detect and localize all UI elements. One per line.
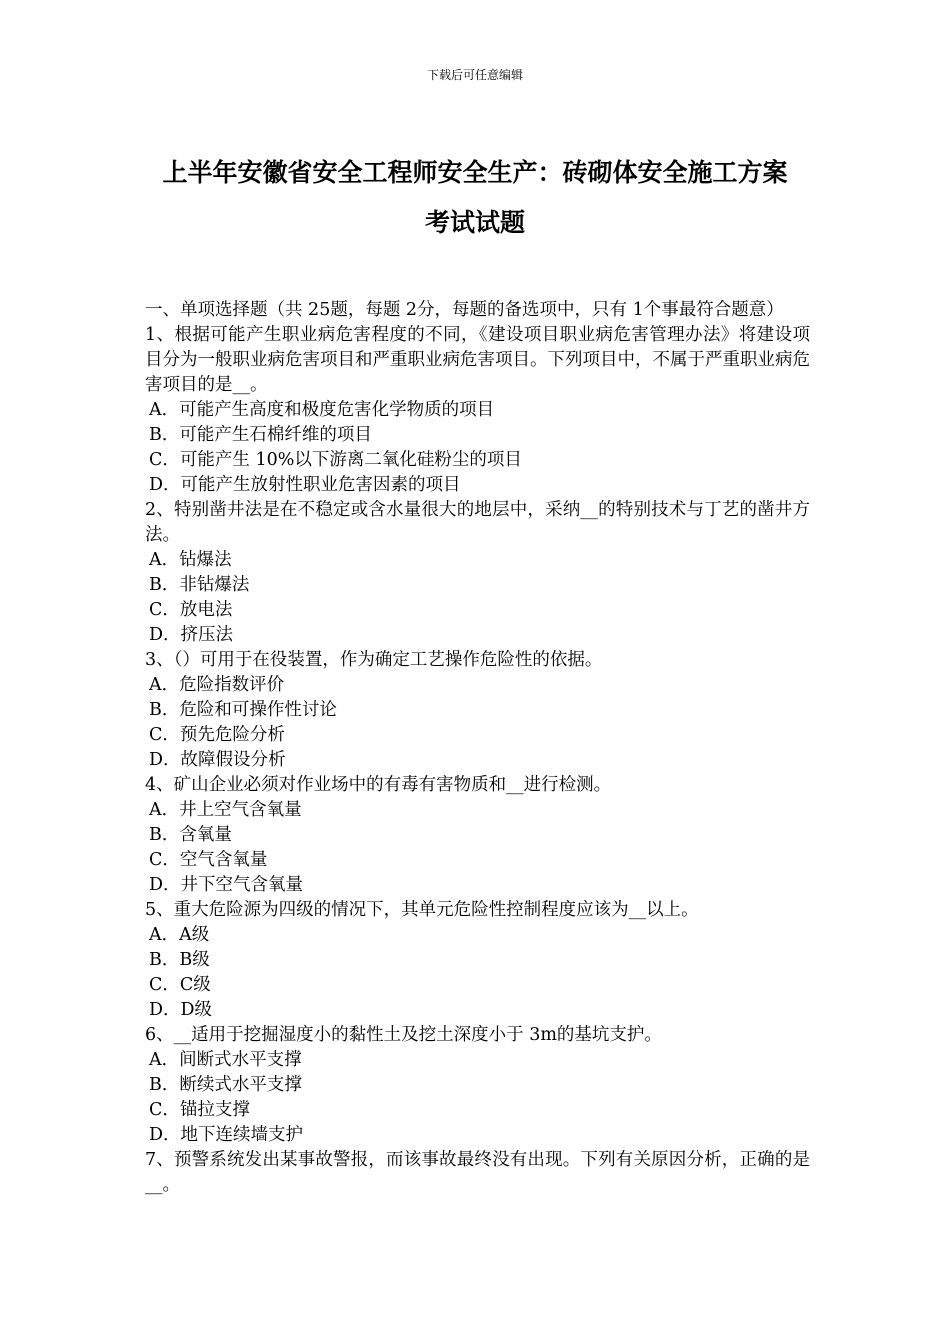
question	[145, 323, 810, 498]
question	[145, 1148, 810, 1198]
question	[145, 898, 810, 1023]
question-stem: 1、根据可能产生职业病危害程度的不同，《建设项目职业病危害管理办法》将建设项目分为一般职业病危害项目和严重职业病危害项目。下列项目中，不属于严重职业病危害项目的是__。	[145, 325, 810, 395]
page-header: 下载后可任意编辑	[426, 68, 523, 82]
question-option: A．井上空气含氧量	[149, 800, 302, 820]
question-option: D．可能产生放射性职业危害因素的项目	[149, 475, 461, 495]
question	[145, 1023, 810, 1148]
question-option: D．D级	[149, 1000, 213, 1020]
question-stem: 5、重大危险源为四级的情况下，其单元危险性控制程度应该为__以上。	[145, 900, 699, 920]
question-stem: 4、矿山企业必须对作业场中的有毒有害物质和__进行检测。	[145, 775, 612, 795]
question	[145, 773, 810, 898]
question-option: D．井下空气含氧量	[149, 875, 304, 895]
question-option: C．锚拉支撑	[149, 1100, 250, 1120]
question-option: A．可能产生高度和极度危害化学物质的项目	[149, 400, 495, 420]
question	[145, 648, 810, 773]
section-heading: 一、单项选择题（共 25题，每题 2分，每题的备选项中，只有 1个事最符合题意）	[145, 300, 784, 320]
question	[145, 498, 810, 648]
question-option: C．放电法	[149, 600, 233, 620]
question-option: B．危险和可操作性讨论	[149, 700, 337, 720]
question-stem: 2、特别凿井法是在不稳定或含水量很大的地层中，采纳__的特别技术与丁艺的凿井方法。	[145, 500, 810, 545]
question-option: C．C级	[149, 975, 211, 995]
question-option: A．危险指数评价	[149, 675, 285, 695]
question-option: B．B级	[149, 950, 210, 970]
question-option: B．可能产生石棉纤维的项目	[149, 425, 372, 445]
document-title-line-1: 上半年安徽省安全工程师安全生产：砖砌体安全施工方案	[162, 158, 788, 187]
question-option: A．A级	[149, 925, 210, 945]
document-body	[145, 298, 810, 1198]
question-option: D．地下连续墙支护	[149, 1125, 304, 1145]
question-stem: 6、__适用于挖掘湿度小的黏性土及挖土深度小于 3m的基坑支护。	[145, 1025, 662, 1045]
question-option: A．间断式水平支撑	[149, 1050, 302, 1070]
question-option: B．断续式水平支撑	[149, 1075, 302, 1095]
question-option: C．空气含氧量	[149, 850, 268, 870]
question-option: C．预先危险分析	[149, 725, 285, 745]
document-title-line-2: 考试试题	[424, 208, 525, 237]
question-stem: 3、（）可用于在役装置，作为确定工艺操作危险性的依据。	[145, 650, 603, 670]
question-option: A．钻爆法	[149, 550, 232, 570]
question-option: C．可能产生 10%以下游离二氧化硅粉尘的项目	[149, 450, 522, 470]
question-option: B．非钻爆法	[149, 575, 250, 595]
question-option: D．挤压法	[149, 625, 234, 645]
question-stem: 7、预警系统发出某事故警报，而该事故最终没有出现。下列有关原因分析，正确的是__。	[145, 1150, 810, 1195]
question-option: D．故障假设分析	[149, 750, 286, 770]
question-option: B．含氧量	[149, 825, 232, 845]
